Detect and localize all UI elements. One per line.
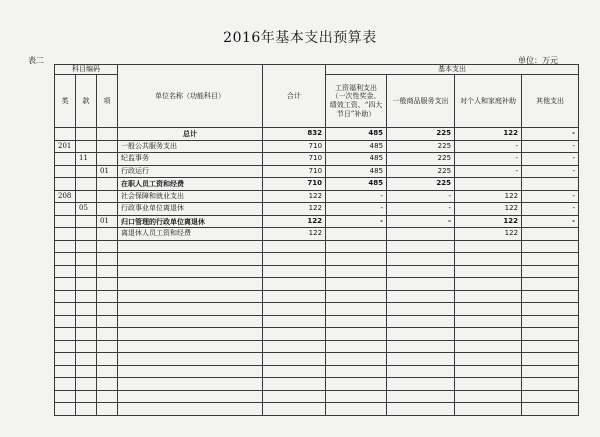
cell-xiang <box>97 228 118 241</box>
cell-xiang <box>97 303 118 316</box>
cell-subsidy <box>455 265 522 278</box>
table-row <box>55 203 579 216</box>
table-row <box>55 228 579 241</box>
cell-kuan <box>76 215 97 228</box>
cell-wages <box>326 315 387 328</box>
table-row <box>55 303 579 316</box>
cell-kuan <box>76 290 97 303</box>
cell-subsidy <box>455 365 522 378</box>
cell-wages: - <box>326 215 387 228</box>
cell-total <box>263 378 326 391</box>
cell-goods: - <box>387 203 455 216</box>
cell-subsidy: - <box>455 153 522 166</box>
cell-name: 在职人员工资和经费 <box>118 178 263 191</box>
cell-other <box>522 253 579 266</box>
cell-total: 122 <box>263 190 326 203</box>
cell-total <box>263 390 326 403</box>
table-row <box>55 265 579 278</box>
cell-other <box>522 240 579 253</box>
cell-kuan <box>76 240 97 253</box>
cell-name <box>118 365 263 378</box>
cell-goods <box>387 278 455 291</box>
cell-subsidy <box>455 403 522 416</box>
cell-goods: - <box>387 190 455 203</box>
header-subsidy: 对个人和家庭补助 <box>455 75 522 128</box>
cell-xiang <box>97 128 118 141</box>
cell-name <box>118 403 263 416</box>
cell-kuan: 11 <box>76 153 97 166</box>
cell-goods: 225 <box>387 153 455 166</box>
cell-other: - <box>522 165 579 178</box>
cell-name <box>118 378 263 391</box>
header-kuan: 款 <box>76 75 97 128</box>
cell-subsidy <box>455 353 522 366</box>
cell-xiang <box>97 240 118 253</box>
cell-wages <box>326 353 387 366</box>
cell-subsidy: 122 <box>455 190 522 203</box>
cell-kuan <box>76 328 97 341</box>
cell-subsidy <box>455 178 522 191</box>
cell-goods <box>387 340 455 353</box>
header-subject-code: 科目编码 <box>55 65 118 75</box>
cell-wages: 485 <box>326 140 387 153</box>
cell-xiang <box>97 190 118 203</box>
cell-total <box>263 278 326 291</box>
cell-subsidy: 122 <box>455 228 522 241</box>
cell-total <box>263 403 326 416</box>
cell-goods: 225 <box>387 128 455 141</box>
cell-goods <box>387 365 455 378</box>
cell-lei <box>55 353 76 366</box>
table-row <box>55 315 579 328</box>
cell-name <box>118 278 263 291</box>
cell-name <box>118 353 263 366</box>
cell-name <box>118 390 263 403</box>
cell-subsidy <box>455 340 522 353</box>
cell-lei <box>55 378 76 391</box>
cell-name: 纪监事务 <box>118 153 263 166</box>
cell-lei <box>55 178 76 191</box>
cell-goods <box>387 265 455 278</box>
budget-table <box>54 64 579 416</box>
cell-wages <box>326 303 387 316</box>
table-row <box>55 403 579 416</box>
cell-xiang <box>97 278 118 291</box>
cell-kuan <box>76 140 97 153</box>
cell-kuan <box>76 365 97 378</box>
cell-other <box>522 403 579 416</box>
cell-kuan <box>76 278 97 291</box>
cell-kuan <box>76 253 97 266</box>
cell-lei <box>55 228 76 241</box>
cell-lei <box>55 315 76 328</box>
table-row <box>55 165 579 178</box>
cell-wages <box>326 340 387 353</box>
cell-subsidy <box>455 278 522 291</box>
cell-goods <box>387 378 455 391</box>
cell-other <box>522 328 579 341</box>
cell-name: 社会保障和就业支出 <box>118 190 263 203</box>
cell-wages <box>326 265 387 278</box>
cell-lei <box>55 203 76 216</box>
cell-total <box>263 328 326 341</box>
cell-lei <box>55 290 76 303</box>
cell-other <box>522 228 579 241</box>
table-row <box>55 190 579 203</box>
page-title: 2016年基本支出预算表 <box>223 30 377 46</box>
cell-total: 122 <box>263 203 326 216</box>
cell-lei <box>55 240 76 253</box>
cell-other: - <box>522 190 579 203</box>
cell-lei <box>55 403 76 416</box>
cell-wages: 485 <box>326 165 387 178</box>
cell-kuan <box>76 315 97 328</box>
cell-xiang <box>97 403 118 416</box>
cell-total <box>263 290 326 303</box>
cell-name <box>118 240 263 253</box>
cell-kuan <box>76 178 97 191</box>
cell-kuan: 05 <box>76 203 97 216</box>
cell-goods <box>387 253 455 266</box>
cell-other <box>522 390 579 403</box>
cell-wages <box>326 378 387 391</box>
cell-total <box>263 240 326 253</box>
cell-lei <box>55 340 76 353</box>
cell-xiang <box>97 390 118 403</box>
cell-wages <box>326 403 387 416</box>
table-row <box>55 378 579 391</box>
cell-kuan <box>76 303 97 316</box>
cell-kuan <box>76 403 97 416</box>
header-xiang: 项 <box>97 75 118 128</box>
cell-goods <box>387 328 455 341</box>
cell-kuan <box>76 353 97 366</box>
cell-lei <box>55 303 76 316</box>
cell-subsidy <box>455 315 522 328</box>
cell-subsidy: 122 <box>455 203 522 216</box>
cell-name: 总计 <box>118 128 263 141</box>
cell-kuan <box>76 165 97 178</box>
cell-name <box>118 265 263 278</box>
cell-goods <box>387 228 455 241</box>
cell-xiang <box>97 153 118 166</box>
cell-other: - <box>522 153 579 166</box>
cell-other <box>522 353 579 366</box>
cell-other <box>522 265 579 278</box>
cell-goods <box>387 240 455 253</box>
cell-xiang: 01 <box>97 165 118 178</box>
unit-label: 单位：万元 <box>518 56 558 65</box>
cell-other <box>522 290 579 303</box>
cell-other <box>522 340 579 353</box>
cell-other: - <box>522 128 579 141</box>
cell-other <box>522 365 579 378</box>
cell-lei: 201 <box>55 140 76 153</box>
cell-kuan <box>76 378 97 391</box>
cell-subsidy: - <box>455 140 522 153</box>
cell-goods <box>387 403 455 416</box>
cell-lei <box>55 265 76 278</box>
cell-total: 122 <box>263 228 326 241</box>
header-lei: 类 <box>55 75 76 128</box>
cell-kuan <box>76 265 97 278</box>
table-row <box>55 353 579 366</box>
cell-goods <box>387 303 455 316</box>
cell-total: 122 <box>263 215 326 228</box>
cell-kuan <box>76 190 97 203</box>
cell-total <box>263 303 326 316</box>
cell-subsidy <box>455 390 522 403</box>
cell-lei <box>55 365 76 378</box>
table-row <box>55 128 579 141</box>
cell-xiang <box>97 203 118 216</box>
cell-xiang <box>97 178 118 191</box>
cell-total: 710 <box>263 165 326 178</box>
cell-name <box>118 253 263 266</box>
table-row <box>55 140 579 153</box>
table-row <box>55 328 579 341</box>
cell-xiang <box>97 365 118 378</box>
header-wages: 工资福利支出（一次性奖金、绩效工资、“四大节日”补助） <box>326 75 387 128</box>
cell-goods <box>387 290 455 303</box>
cell-wages <box>326 278 387 291</box>
cell-total: 832 <box>263 128 326 141</box>
cell-total: 710 <box>263 153 326 166</box>
cell-kuan <box>76 340 97 353</box>
cell-total <box>263 365 326 378</box>
cell-lei <box>55 215 76 228</box>
table-row <box>55 178 579 191</box>
cell-subsidy: - <box>455 165 522 178</box>
cell-lei: 208 <box>55 190 76 203</box>
cell-xiang <box>97 140 118 153</box>
cell-name <box>118 303 263 316</box>
cell-wages <box>326 290 387 303</box>
cell-other: - <box>522 140 579 153</box>
cell-xiang <box>97 315 118 328</box>
cell-subsidy: 122 <box>455 215 522 228</box>
cell-wages: 485 <box>326 178 387 191</box>
cell-name: 行政事业单位离退休 <box>118 203 263 216</box>
cell-goods: 225 <box>387 165 455 178</box>
cell-lei <box>55 153 76 166</box>
cell-goods <box>387 390 455 403</box>
cell-total <box>263 265 326 278</box>
header-total: 合计 <box>263 65 326 128</box>
cell-lei <box>55 128 76 141</box>
cell-lei <box>55 278 76 291</box>
cell-xiang <box>97 290 118 303</box>
cell-goods: - <box>387 215 455 228</box>
table-row <box>55 290 579 303</box>
cell-name: 行政运行 <box>118 165 263 178</box>
cell-subsidy <box>455 303 522 316</box>
cell-total <box>263 340 326 353</box>
cell-other <box>522 315 579 328</box>
cell-xiang <box>97 328 118 341</box>
header-unit-name: 单位名称（功能科目） <box>118 65 263 128</box>
cell-wages: 485 <box>326 153 387 166</box>
cell-kuan <box>76 390 97 403</box>
cell-name <box>118 340 263 353</box>
cell-goods <box>387 353 455 366</box>
cell-lei <box>55 165 76 178</box>
cell-goods <box>387 315 455 328</box>
cell-xiang <box>97 253 118 266</box>
cell-xiang <box>97 265 118 278</box>
table-row <box>55 240 579 253</box>
cell-xiang <box>97 340 118 353</box>
cell-other <box>522 178 579 191</box>
cell-wages: - <box>326 203 387 216</box>
cell-total <box>263 253 326 266</box>
cell-subsidy <box>455 290 522 303</box>
table-row <box>55 215 579 228</box>
cell-name <box>118 290 263 303</box>
cell-goods: 225 <box>387 178 455 191</box>
cell-subsidy: 122 <box>455 128 522 141</box>
cell-other: - <box>522 215 579 228</box>
table-row <box>55 253 579 266</box>
header-basic: 基本支出 <box>326 65 579 75</box>
table-id-label: 表二 <box>28 56 44 65</box>
cell-lei <box>55 253 76 266</box>
cell-xiang <box>97 378 118 391</box>
cell-subsidy <box>455 378 522 391</box>
cell-xiang <box>97 353 118 366</box>
cell-lei <box>55 390 76 403</box>
cell-wages <box>326 253 387 266</box>
table-row <box>55 365 579 378</box>
table-row <box>55 278 579 291</box>
cell-wages <box>326 390 387 403</box>
cell-kuan <box>76 128 97 141</box>
cell-other <box>522 378 579 391</box>
cell-other <box>522 303 579 316</box>
cell-wages: 485 <box>326 128 387 141</box>
cell-wages <box>326 240 387 253</box>
cell-total: 710 <box>263 140 326 153</box>
cell-subsidy <box>455 253 522 266</box>
cell-goods: 225 <box>387 140 455 153</box>
header-goods: 一般商品服务支出 <box>387 75 455 128</box>
cell-other: - <box>522 203 579 216</box>
cell-wages <box>326 328 387 341</box>
table-row <box>55 340 579 353</box>
cell-name <box>118 315 263 328</box>
cell-subsidy <box>455 240 522 253</box>
cell-kuan <box>76 228 97 241</box>
cell-other <box>522 278 579 291</box>
cell-xiang: 01 <box>97 215 118 228</box>
cell-name: 归口管理的行政单位离退休 <box>118 215 263 228</box>
cell-wages <box>326 228 387 241</box>
table-row <box>55 153 579 166</box>
table-row <box>55 390 579 403</box>
cell-lei <box>55 328 76 341</box>
header-other: 其他支出 <box>522 75 579 128</box>
cell-wages: - <box>326 190 387 203</box>
cell-subsidy <box>455 328 522 341</box>
cell-name: 一般公共服务支出 <box>118 140 263 153</box>
cell-name: 离退休人员工资和经费 <box>118 228 263 241</box>
cell-wages <box>326 365 387 378</box>
cell-total: 710 <box>263 178 326 191</box>
cell-total <box>263 315 326 328</box>
cell-name <box>118 328 263 341</box>
cell-total <box>263 353 326 366</box>
